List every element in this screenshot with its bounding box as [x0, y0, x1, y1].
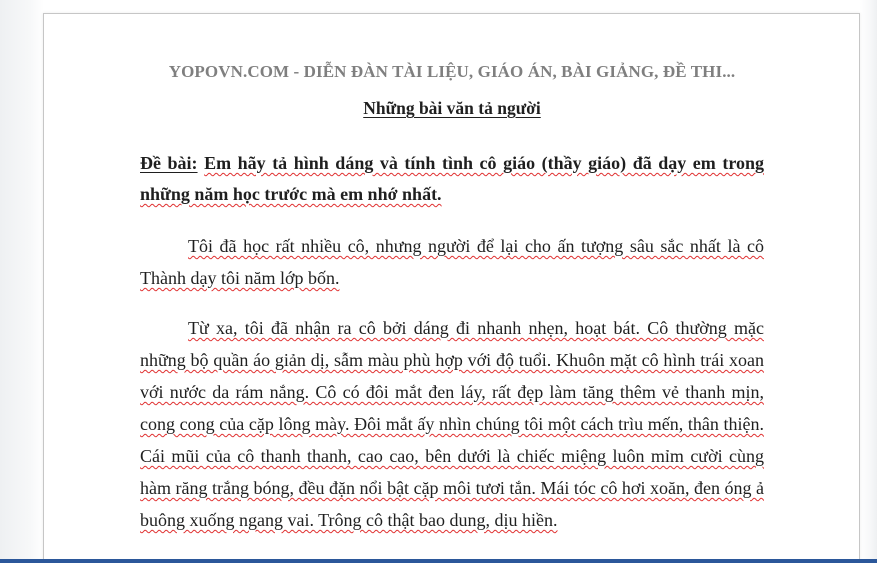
- paragraph: [140, 230, 764, 294]
- prompt-label: Đề bài:: [140, 153, 198, 173]
- document-title: [140, 98, 764, 119]
- paragraph-text: Từ xa, tôi đã nhận ra cô bởi dáng đi nhanh nhẹn, hoạt bát. Cô thường mặc những bộ quần áo giản dị, sẫm màu phù hợp với độ tuổi. Khuôn mặt cô hình trái xoan với nước da rám nắng. Cô có đôi mắt đen láy, rất đẹp làm tăng thêm vẻ thanh mịn, cong cong của cặp lông mày. Đôi mắt ấy nhìn chúng tôi một cách trìu mến, thân thiện. Cái mũi của cô thanh thanh, cao cao, bên dưới là chiếc miệng luôn mỉm cười cùng hàm răng trắng bóng, đều đặn nổi bật cặp môi tươi tắn. Mái tóc cô hơi xoăn, đen óng ả buông xuống ngang vai. Trông cô thật bao dung, dịu hiền.: [140, 318, 764, 530]
- status-bar-edge: [0, 559, 877, 563]
- document-page[interactable]: [43, 13, 860, 563]
- page-header: YOPOVN.COM - DIỄN ĐÀN TÀI LIỆU, GIÁO ÁN, BÀI GIẢNG, ĐỀ THI...: [168, 62, 736, 81]
- paragraph: [140, 312, 764, 536]
- prompt-text: Em hãy tả hình dáng và tính tình cô giáo (thầy giáo) đã dạy em trong những năm học trước mà em nhớ nhất.: [140, 153, 764, 204]
- paragraph-text: Tôi đã học rất nhiều cô, nhưng người để lại cho ấn tượng sâu sắc nhất là cô Thành dạy tôi năm lớp bốn.: [140, 236, 764, 288]
- document-title-text: Những bài văn tả người: [363, 98, 541, 118]
- essay-prompt: [140, 148, 764, 210]
